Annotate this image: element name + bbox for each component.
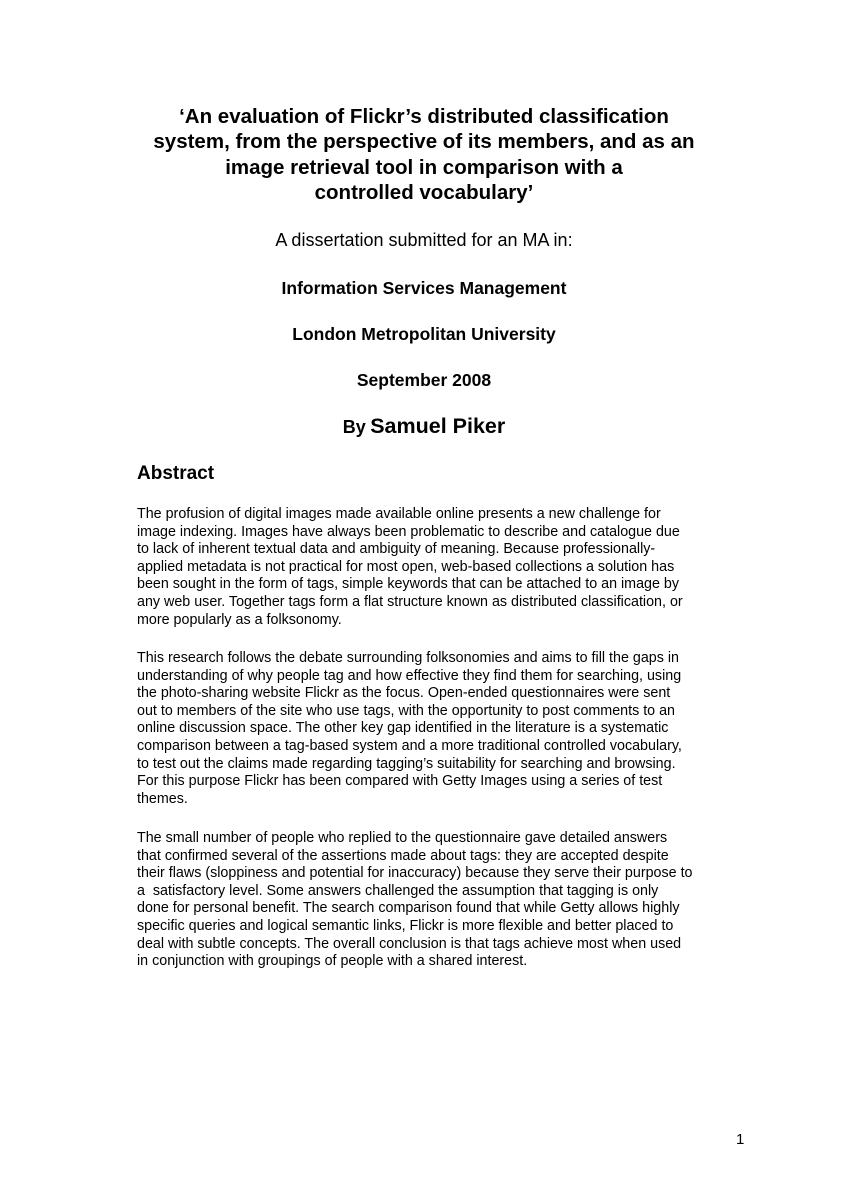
author-name: Samuel Piker <box>370 414 506 438</box>
abstract-paragraph <box>137 830 693 971</box>
paragraph-line: to lack of inherent textual data and ambiguity of meaning. Because professionally- <box>137 541 656 558</box>
by-label: By <box>342 417 366 437</box>
paragraph-line: online discussion space. The other key gap identified in the literature is a systematic <box>137 720 669 737</box>
paragraph-line: done for personal benefit. The search comparison found that while Getty allows highly <box>137 900 680 917</box>
title-line: ‘An evaluation of Flickr’s distributed classification <box>179 105 669 128</box>
paragraph-line: a satisfactory level. Some answers challenged the assumption that tagging is only <box>137 882 659 899</box>
paragraph-line: in conjunction with groupings of people with a shared interest. <box>137 953 528 970</box>
paragraph-line: more popularly as a folksonomy. <box>137 611 342 628</box>
paragraph-line: understanding of why people tag and how effective they find them for searching, using <box>137 667 682 684</box>
abstract-heading: Abstract <box>137 463 215 484</box>
paragraph-line: This research follows the debate surrounding folksonomies and aims to fill the gaps in <box>137 650 679 666</box>
paragraph-line: the photo-sharing website Flickr as the focus. Open-ended questionnaires were sent <box>137 685 671 702</box>
university-name: London Metropolitan University <box>292 324 556 344</box>
title-line: image retrieval tool in comparison with a <box>225 155 623 179</box>
paragraph-line: deal with subtle concepts. The overall conclusion is that tags achieve most when used <box>137 935 682 952</box>
page-number: 1 <box>736 1131 745 1148</box>
author-line <box>0 414 848 439</box>
paragraph-line: their flaws (sloppiness and potential for inaccuracy) because they serve their purpose to <box>137 865 693 882</box>
paragraph-line: any web user. Together tags form a flat structure known as distributed classification, or <box>137 593 683 610</box>
title-line: system, from the perspective of its members, and as an <box>153 130 695 154</box>
abstract-paragraph <box>137 506 683 629</box>
abstract-paragraph <box>137 650 682 808</box>
title-line: controlled vocabulary’ <box>314 180 534 204</box>
paragraph-line: image indexing. Images have always been problematic to describe and catalogue due <box>137 523 680 540</box>
paragraph-line: been sought in the form of tags, simple keywords that can be attached to an image by <box>137 576 680 593</box>
paragraph-line: that confirmed several of the assertions made about tags: they are accepted despite <box>137 847 669 864</box>
course-name: Information Services Management <box>281 278 567 298</box>
paragraph-line: to test out the claims made regarding tagging’s suitability for searching and browsing. <box>137 755 676 772</box>
paragraph-line: out to members of the site who use tags, with the opportunity to post comments to an <box>137 702 676 719</box>
submission-statement: A dissertation submitted for an MA in: <box>275 230 573 250</box>
paragraph-line: The profusion of digital images made available online presents a new challenge for <box>137 506 661 522</box>
paragraph-line: comparison between a tag-based system and a more traditional controlled vocabulary, <box>137 737 682 754</box>
paragraph-line: specific queries and logical semantic links, Flickr is more flexible and better placed to <box>137 917 674 934</box>
paragraph-line: applied metadata is not practical for most open, web-based collections a solution has <box>137 558 675 575</box>
paragraph-line: themes. <box>137 790 188 807</box>
paragraph-line: The small number of people who replied to the questionnaire gave detailed answers <box>137 830 668 846</box>
document-title <box>0 104 848 205</box>
paragraph-line: For this purpose Flickr has been compared with Getty Images using a series of test <box>137 773 663 790</box>
submission-date: September 2008 <box>356 370 492 390</box>
